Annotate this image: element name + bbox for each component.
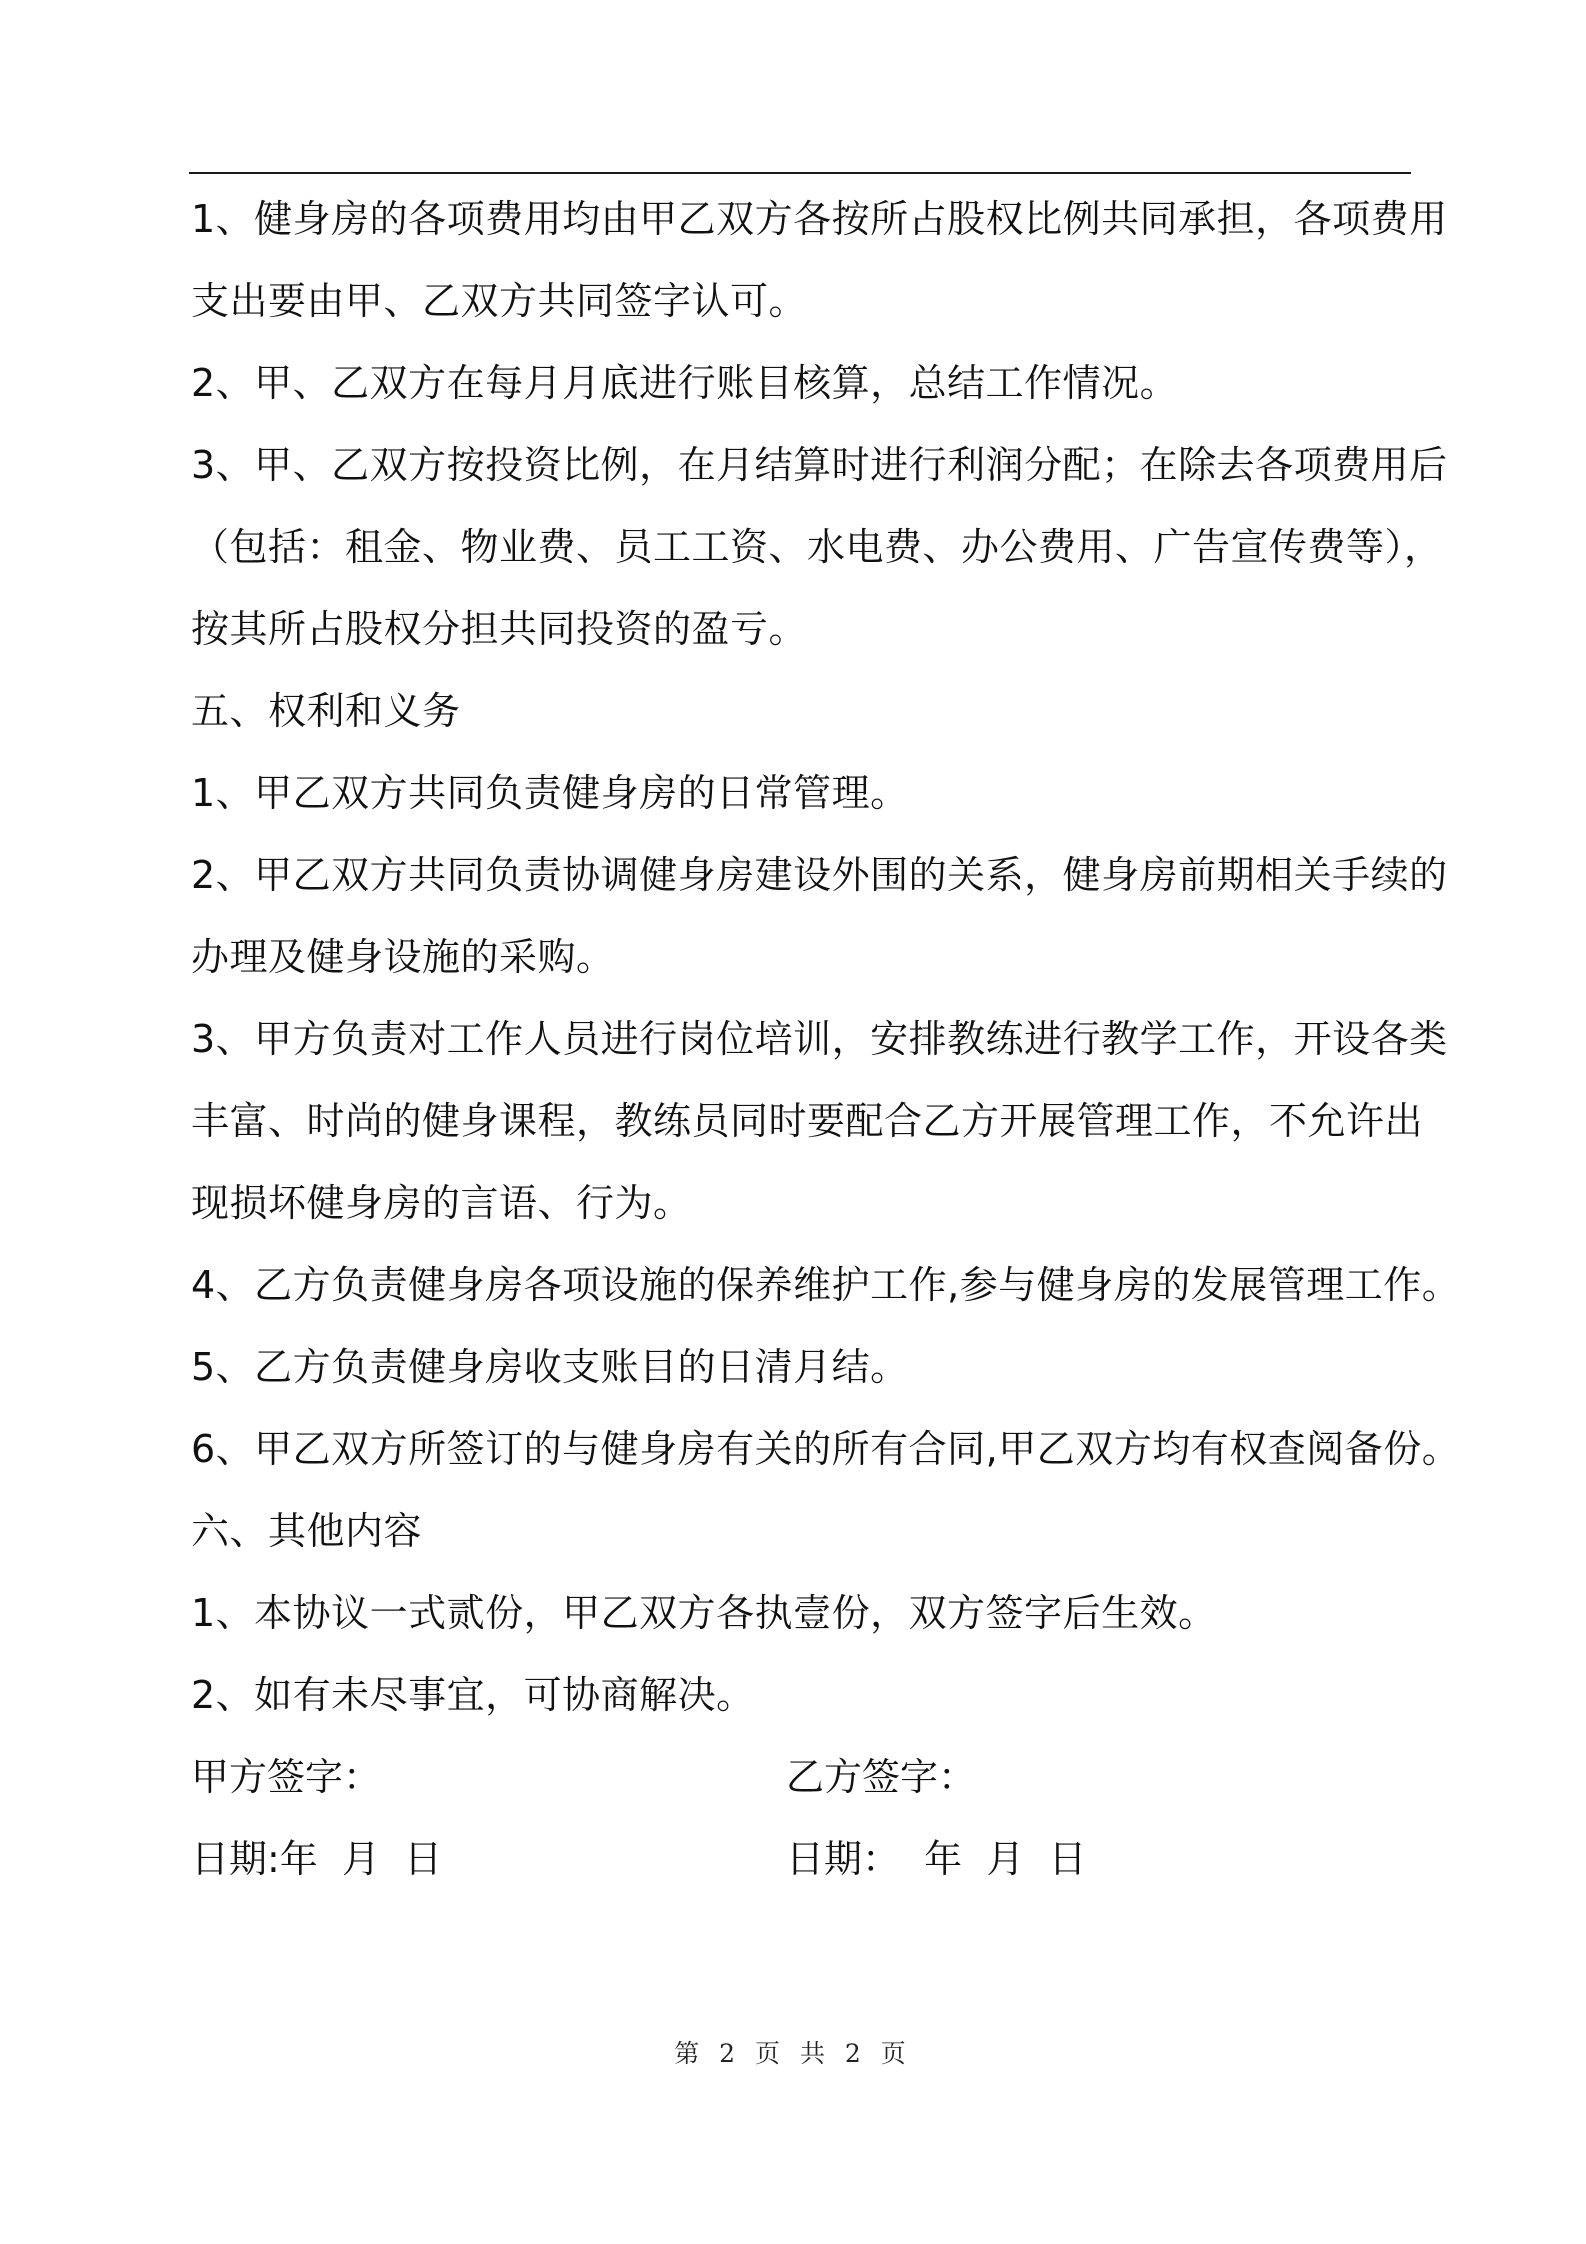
paragraph-line: （包括：租金、物业费、员工工资、水电费、办公费用、广告宣传费等），: [191, 525, 1443, 569]
section-heading: 五、权利和义务: [191, 689, 461, 733]
paragraph-line: 1、本协议一式贰份，甲乙双方各执壹份，双方签字后生效。: [191, 1591, 1217, 1635]
paragraph-line: 5、乙方负责健身房收支账目的日清月结。: [191, 1345, 909, 1389]
paragraph-line: 2、甲、乙双方在每月月底进行账目核算，总结工作情况。: [191, 361, 1179, 405]
document-body: [191, 178, 1461, 1900]
section-heading: 六、其他内容: [191, 1509, 423, 1553]
paragraph-line: 3、甲方负责对工作人员进行岗位培训，安排教练进行教学工作，开设各类: [191, 1017, 1448, 1061]
paragraph-line: 按其所占股权分担共同投资的盈亏。: [191, 607, 808, 651]
header-rule: [189, 172, 1411, 174]
party-a-date: 日期:年 月 日: [191, 1837, 443, 1881]
paragraph-line: 2、甲乙双方共同负责协调健身房建设外围的关系，健身房前期相关手续的: [191, 853, 1448, 897]
party-b-signature-label: 乙方签字：: [786, 1755, 977, 1799]
paragraph-line: 3、甲、乙双方按投资比例，在月结算时进行利润分配；在除去各项费用后: [191, 443, 1448, 487]
paragraph-line: 2、如有未尽事宜，可协商解决。: [191, 1673, 755, 1717]
paragraph-line: 1、甲乙双方共同负责健身房的日常管理。: [191, 771, 909, 815]
paragraph-line: 现损坏健身房的言语、行为。: [191, 1181, 692, 1225]
party-a-signature-label: 甲方签字：: [191, 1755, 382, 1799]
paragraph-line: 6、甲乙双方所签订的与健身房有关的所有合同,甲乙双方均有权查阅备份。: [191, 1427, 1461, 1471]
paragraph-line: 办理及健身设施的采购。: [191, 935, 615, 979]
paragraph-line: 1、健身房的各项费用均由甲乙双方各按所占股权比例共同承担，各项费用: [191, 197, 1448, 241]
page-number-footer: 第 2 页 共 2 页: [674, 2039, 912, 2068]
paragraph-line: 丰富、时尚的健身课程，教练员同时要配合乙方开展管理工作，不允许出: [191, 1099, 1424, 1143]
party-b-date: 日期： 年 月 日: [786, 1837, 1087, 1881]
signature-row: [191, 1736, 1413, 1818]
date-row: [191, 1818, 1413, 1900]
paragraph-line: 支出要由甲、乙双方共同签字认可。: [191, 279, 808, 323]
paragraph-line: 4、乙方负责健身房各项设施的保养维护工作,参与健身房的发展管理工作。: [191, 1263, 1461, 1307]
